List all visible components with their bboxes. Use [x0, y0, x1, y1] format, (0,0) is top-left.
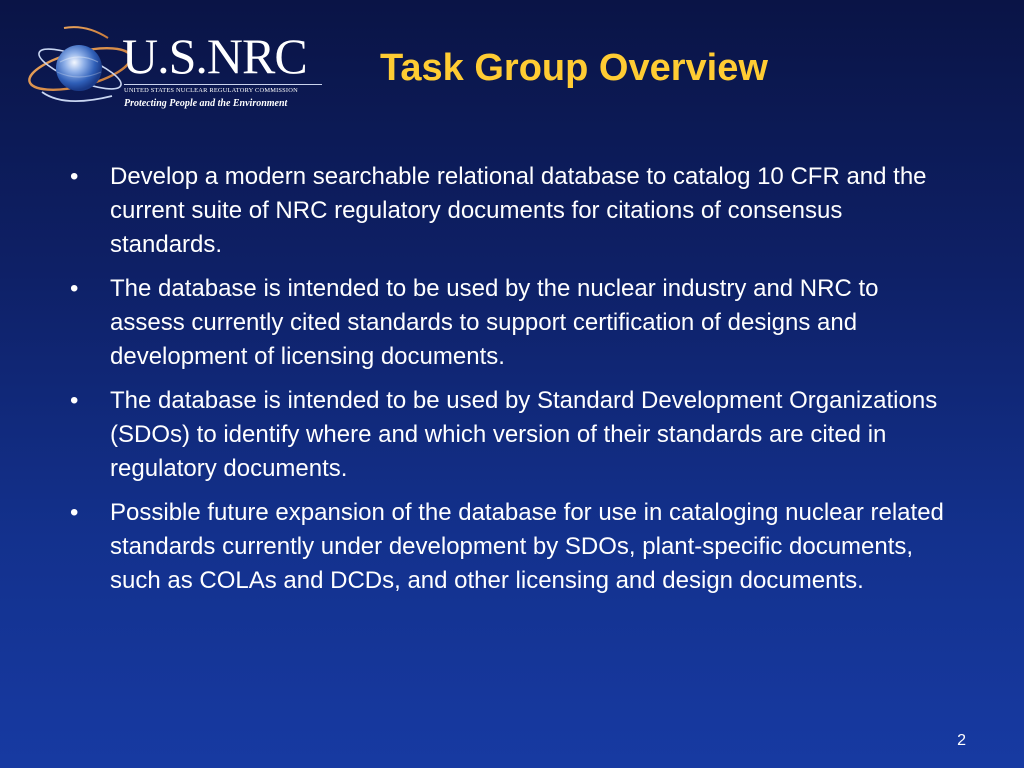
logo-wordmark: U.S.NRC [122, 28, 307, 84]
logo-agency-name: UNITED STATES NUCLEAR REGULATORY COMMISSION [124, 87, 298, 94]
logo-tagline: Protecting People and the Environment [124, 98, 288, 109]
bullet-list [70, 160, 950, 608]
bullet-marker: • [70, 499, 79, 526]
bullet-item [70, 384, 950, 486]
bullet-text: Possible future expansion of the database for use in cataloging nuclear related standards currently under development by SDOs, plant-specific documents, such as COLAs and DCDs, and other licensing and design documents. [110, 499, 944, 594]
bullet-marker: • [70, 275, 79, 302]
slide-title: Task Group Overview [380, 47, 768, 89]
bullet-marker: • [70, 387, 79, 414]
logo-divider [124, 84, 322, 85]
bullet-item [70, 160, 950, 262]
bullet-item [70, 272, 950, 374]
page-number: 2 [957, 732, 966, 749]
nrc-logo [24, 22, 334, 114]
bullet-text: Develop a modern searchable relational database to catalog 10 CFR and the current suite of NRC regulatory documents for citations of consensus standards. [110, 163, 927, 258]
nrc-emblem-icon [24, 22, 136, 114]
bullet-marker: • [70, 163, 79, 190]
bullet-text: The database is intended to be used by Standard Development Organizations (SDOs) to identify where and which version of their standards are cited in regulatory documents. [110, 387, 938, 482]
bullet-item [70, 496, 950, 598]
bullet-text: The database is intended to be used by the nuclear industry and NRC to assess currently cited standards to support certification of designs and development of licensing documents. [110, 275, 879, 370]
